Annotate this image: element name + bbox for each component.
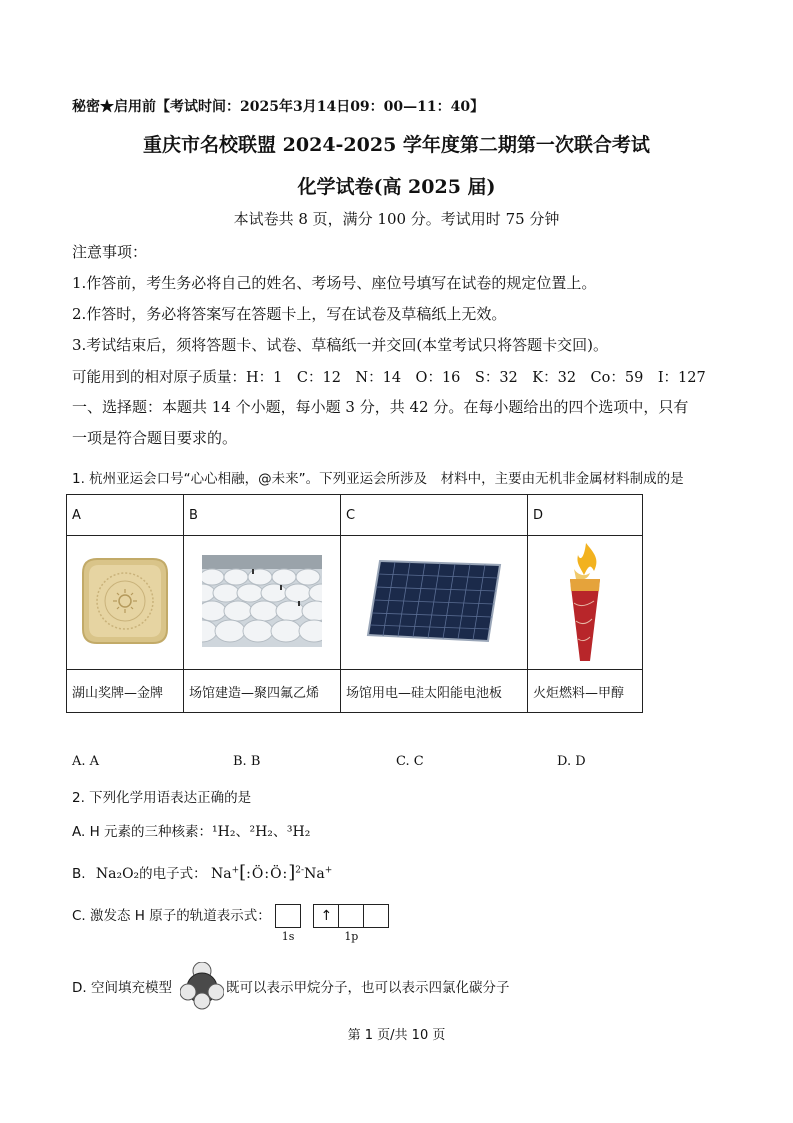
option-a-header: A <box>67 495 184 536</box>
q1-choice-a: A. A <box>72 754 100 769</box>
atomic-masses: 可能用到的相对原子质量：H：1 C：12 N：14 O：16 S：32 K：32 Co：59 I：127 <box>72 370 706 386</box>
option-c-image-cell <box>341 536 528 670</box>
peroxide-charge: 2- <box>295 865 305 876</box>
orbital-1p-box-3 <box>364 904 389 928</box>
q2-option-c <box>72 904 389 944</box>
exam-title: 重庆市名校联盟 2024-2025 学年度第二期第一次联合考试 <box>143 134 650 156</box>
option-a-image-cell <box>67 536 184 670</box>
torch-image <box>560 539 610 663</box>
q2-option-a-text: A. H 元素的三种核素： <box>72 824 213 840</box>
orbital-1s <box>275 904 301 944</box>
q1-choice-d: D. D <box>557 754 586 769</box>
space-filling-model-image <box>180 962 224 1010</box>
q2-option-b <box>72 862 332 883</box>
q1-choice-c: C. C <box>396 754 424 769</box>
section1-line1: 一、选择题：本题共 14 个小题，每小题 3 分，共 42 分。在每小题给出的四个选项中，只有 <box>72 398 689 416</box>
q2-option-d-text-a: D. 空间填充模型 <box>72 980 172 996</box>
electron-formula: Na+[:Ö:Ö:]$^{2-}$Na+ <box>210 862 333 883</box>
orbital-1p-box-2 <box>339 904 364 928</box>
option-a-caption: 湖山奖牌—金牌 <box>67 670 184 713</box>
section1-line2: 一项是符合题目要求的。 <box>72 429 238 447</box>
note-item-1: 1.作答前，考生务必将自己的姓名、考场号、座位号填写在试卷的规定位置上。 <box>72 274 597 292</box>
q2-option-d <box>72 976 172 996</box>
option-c-header: C <box>341 495 528 536</box>
orbital-1s-label: 1s <box>281 930 295 943</box>
orbital-1p-box-1: ↑ <box>313 904 339 928</box>
gold-medal-image <box>77 553 173 649</box>
option-b-header: B <box>184 495 341 536</box>
notes-heading: 注意事项： <box>72 243 148 261</box>
option-d-caption: 火炬燃料—甲醇 <box>528 670 643 713</box>
q2-option-d-text-b: 既可以表示甲烷分子，也可以表示四氯化碳分子 <box>226 980 510 996</box>
q2-option-b-formula: Na₂O₂ <box>95 866 140 882</box>
exam-info: 本试卷共 8 页，满分 100 分。考试用时 75 分钟 <box>233 210 560 228</box>
q2-option-c-text: C. 激发态 H 原子的轨道表示式： <box>72 908 271 924</box>
option-d-header: D <box>528 495 643 536</box>
sodium-right: Na <box>304 866 325 882</box>
q2-option-a <box>72 820 310 841</box>
orbital-1s-box <box>275 904 301 928</box>
page-footer: 第 1 页/共 10 页 <box>347 1028 446 1043</box>
q2-option-b-text: 的电子式： <box>139 866 207 882</box>
q1-stem: 1. 杭州亚运会口号“心心相融，@未来”。下列亚运会所涉及 材料中，主要由无机非金属材料制成的是 <box>72 471 684 487</box>
solar-panel-image <box>366 559 502 643</box>
option-c-caption: 场馆用电—硅太阳能电池板 <box>341 670 528 713</box>
note-item-2: 2.作答时，务必将答案写在答题卡上，写在试卷及草稿纸上无效。 <box>72 305 507 323</box>
q1-options-table <box>66 494 643 713</box>
exam-subtitle: 化学试卷(高 2025 届) <box>297 176 496 198</box>
q2-option-a-formula: ¹H₂、²H₂、³H₂ <box>212 824 311 840</box>
option-b-caption: 场馆建造—聚四氟乙烯 <box>184 670 341 713</box>
q2-option-b-label: B. <box>72 866 86 882</box>
q1-choice-b: B. B <box>233 754 261 769</box>
note-item-3: 3.考试结束后，须将答题卡、试卷、草稿纸一并交回(本堂考试只将答题卡交回)。 <box>72 336 609 354</box>
orbital-1p-label: 1p <box>344 930 359 943</box>
q2-stem: 2. 下列化学用语表达正确的是 <box>72 790 252 806</box>
orbital-1p <box>313 904 389 944</box>
sodium-left: Na <box>210 866 232 882</box>
option-b-image-cell <box>184 536 341 670</box>
ptfe-roof-image <box>202 555 322 647</box>
secret-line: 秘密★启用前【考试时间：2025年3月14日09：00—11：40】 <box>72 99 485 115</box>
option-d-image-cell <box>528 536 643 670</box>
